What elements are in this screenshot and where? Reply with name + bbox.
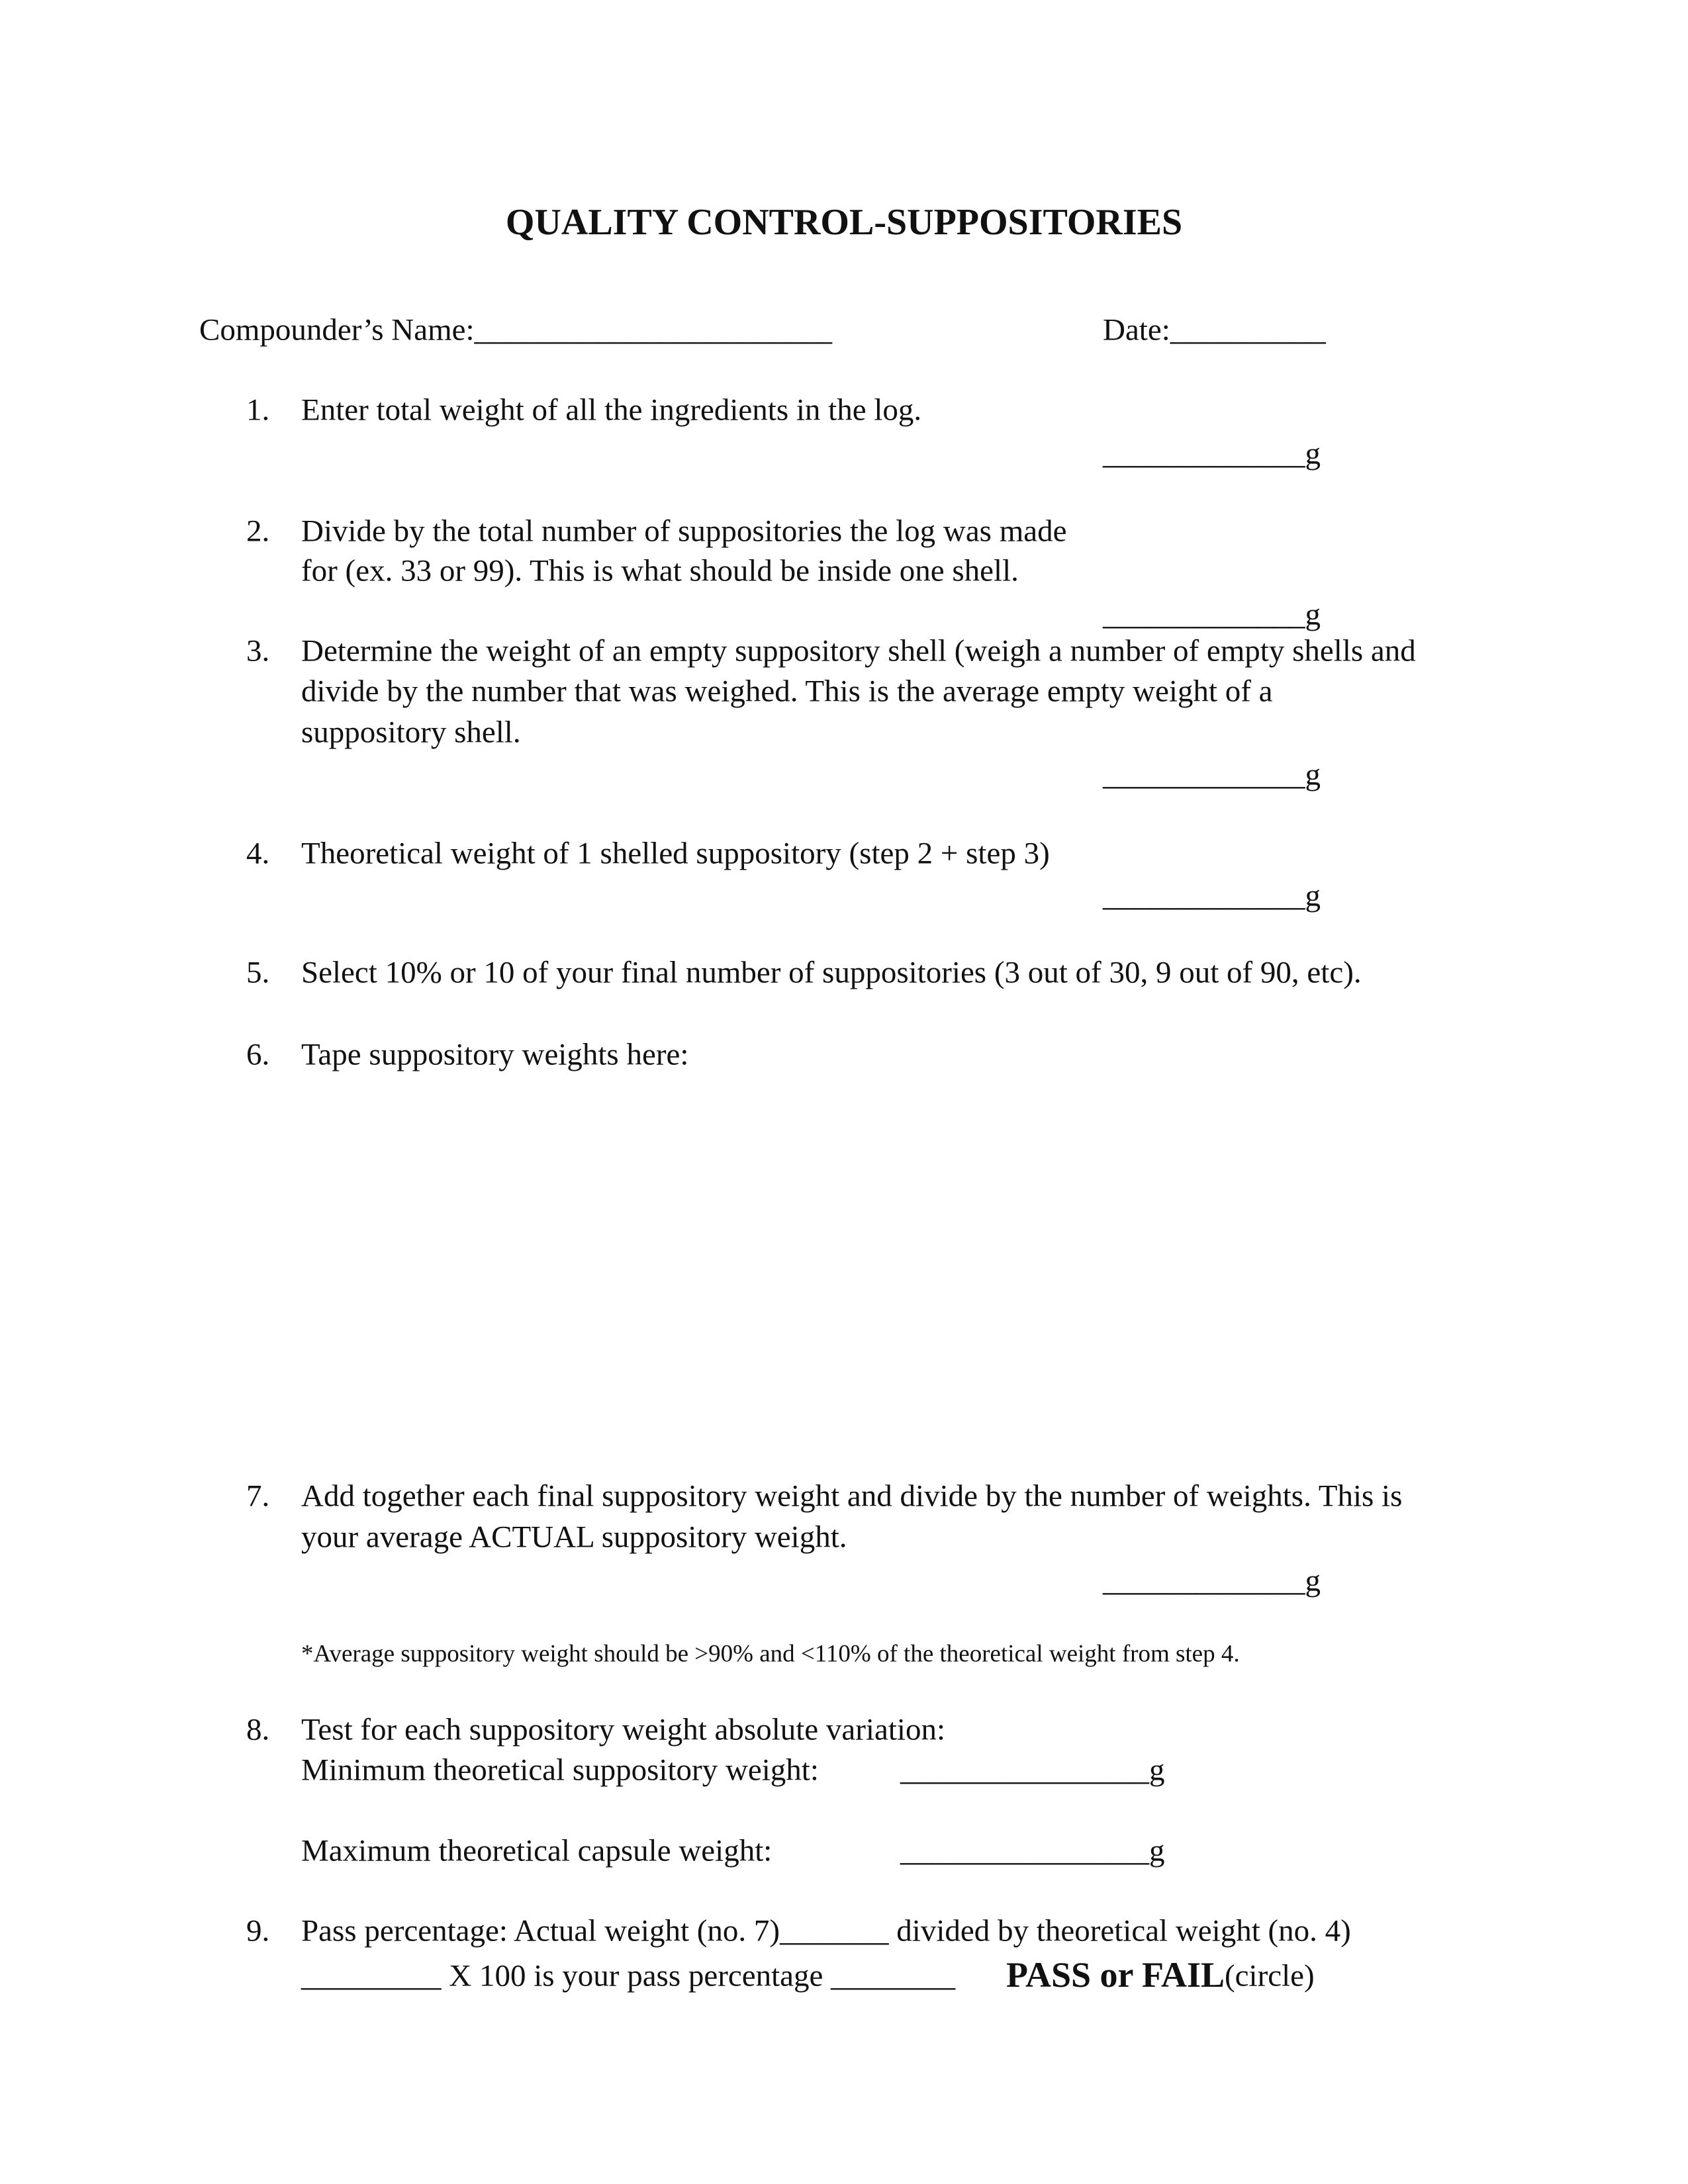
min-weight-label: Minimum theoretical suppository weight: [301, 1752, 819, 1788]
item-number: 3. [246, 633, 270, 668]
item-text: Add together each final suppository weight and divide by the number of weights. This is [301, 1479, 1403, 1514]
item-text: Select 10% or 10 of your final number of suppositories (3 out of 30, 9 out of 90, etc). [301, 955, 1362, 990]
pass-fail-choice[interactable]: PASS or FAIL [1006, 1955, 1225, 1995]
item-text: Enter total weight of all the ingredients in the log. [301, 392, 922, 428]
page-title: QUALITY CONTROL-SUPPOSITORIES [505, 202, 1183, 243]
item-text: Theoretical weight of 1 shelled suppository (step 2 + step 3) [301, 836, 1050, 871]
weight-blank-3[interactable]: _____________g [1103, 757, 1321, 792]
item-text: for (ex. 33 or 99). This is what should be inside one shell. [301, 553, 1019, 588]
weight-blank-1[interactable]: _____________g [1103, 436, 1321, 471]
item-text: Determine the weight of an empty suppository shell (weigh a number of empty shells and [301, 633, 1416, 668]
item-text: divide by the number that was weighed. This is the average empty weight of a [301, 674, 1273, 709]
item-number: 2. [246, 514, 270, 549]
item-text: your average ACTUAL suppository weight. [301, 1520, 847, 1555]
item-number: 5. [246, 955, 270, 990]
item-text: Divide by the total number of suppositories the log was made [301, 514, 1067, 549]
compounder-name-field[interactable]: Compounder’s Name:_______________________ [199, 312, 833, 347]
item-text: Tape suppository weights here: [301, 1037, 689, 1072]
note-text: *Average suppository weight should be >90% and <110% of the theoretical weight from step 4. [301, 1640, 1240, 1668]
item-number: 8. [246, 1712, 270, 1747]
item-number: 6. [246, 1037, 270, 1072]
item-text[interactable]: _________ X 100 is your pass percentage ________ [301, 1958, 956, 1993]
item-text: Test for each suppository weight absolute variation: [301, 1712, 946, 1747]
date-field[interactable]: Date:__________ [1103, 312, 1326, 347]
max-weight-label: Maximum theoretical capsule weight: [301, 1833, 773, 1868]
circle-hint: (circle) [1225, 1958, 1315, 1993]
weight-blank-7[interactable]: _____________g [1103, 1563, 1321, 1598]
item-number: 9. [246, 1913, 270, 1948]
max-weight-blank[interactable]: ________________g [900, 1833, 1165, 1868]
min-weight-blank[interactable]: ________________g [900, 1752, 1165, 1788]
item-text[interactable]: Pass percentage: Actual weight (no. 7)_______ divided by theoretical weight (no. 4) [301, 1913, 1351, 1948]
weight-blank-4[interactable]: _____________g [1103, 878, 1321, 913]
item-number: 1. [246, 392, 270, 428]
item-number: 7. [246, 1479, 270, 1514]
weight-blank-2[interactable]: _____________g [1103, 597, 1321, 632]
item-text: suppository shell. [301, 715, 521, 750]
item-number: 4. [246, 836, 270, 871]
